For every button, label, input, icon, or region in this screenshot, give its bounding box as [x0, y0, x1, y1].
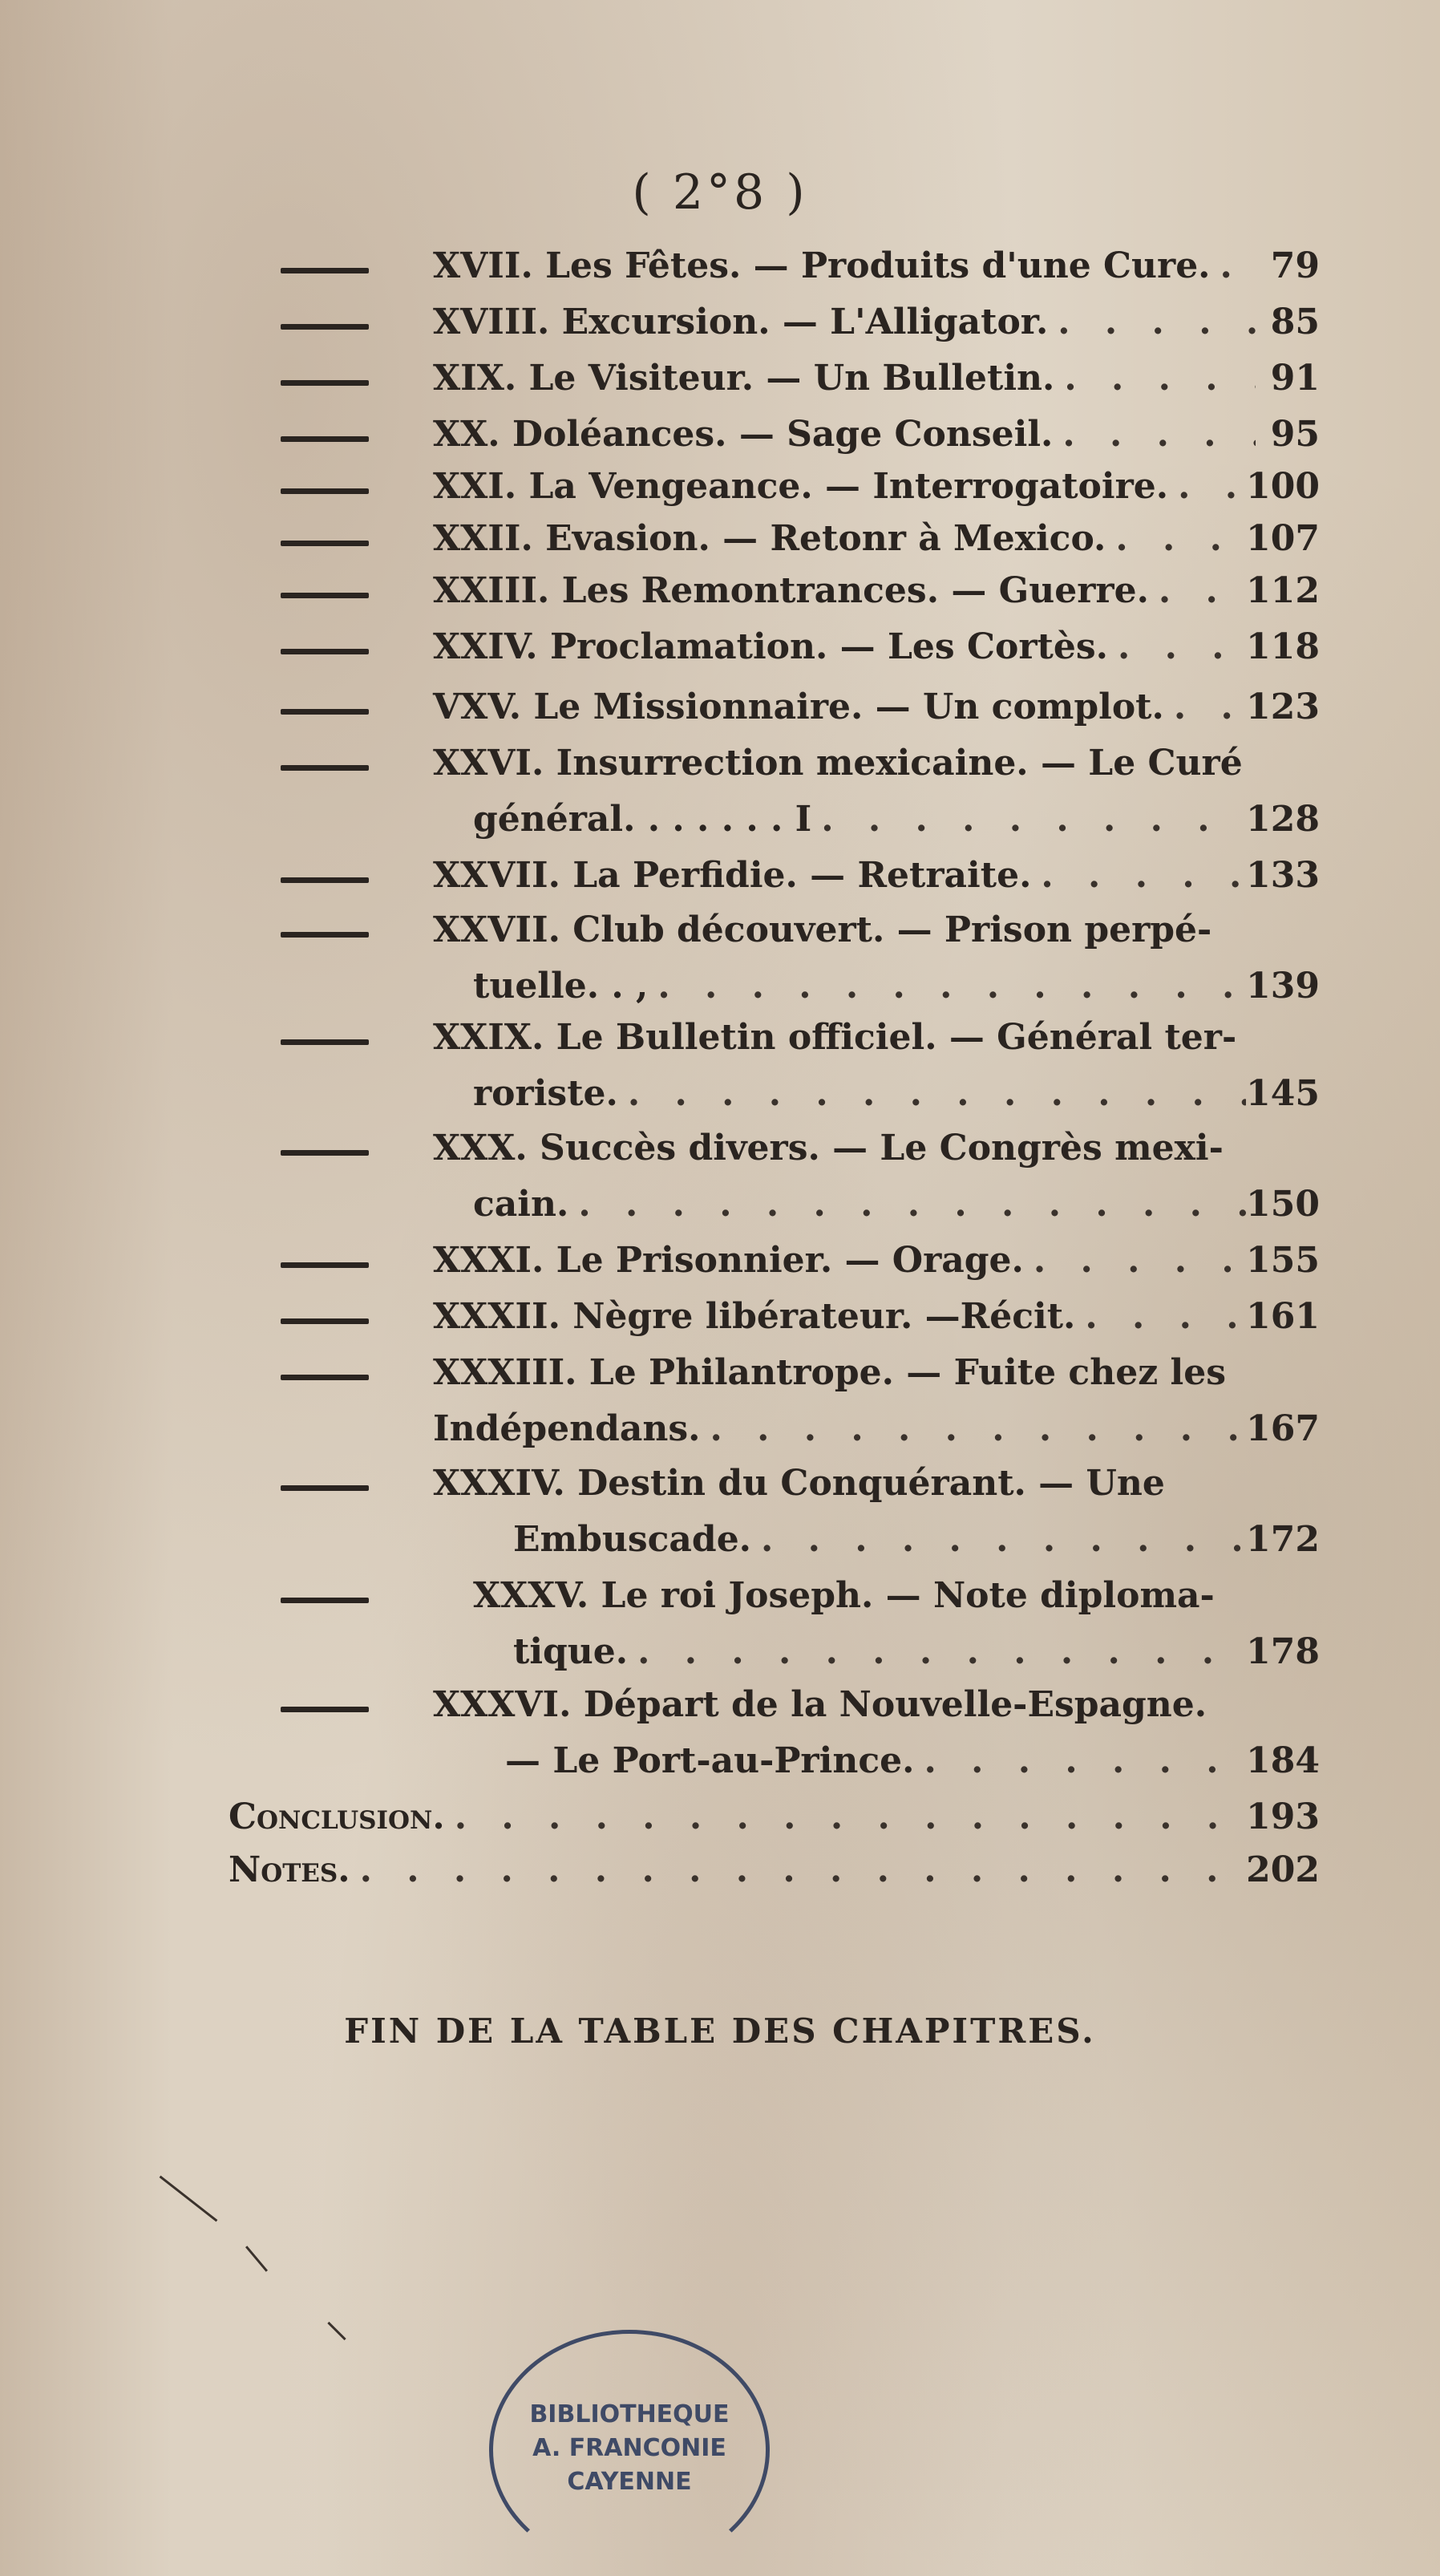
dot-leader	[568, 1179, 1246, 1230]
chapter-title: XXXIV. Destin du Conquérant. — Une	[433, 1463, 1165, 1504]
entry-dash	[281, 268, 369, 273]
toc-line	[433, 565, 1320, 617]
chapter-title-cont: cain.	[473, 1184, 569, 1225]
toc-line	[473, 1570, 1320, 1622]
toc-line	[433, 1012, 1320, 1063]
chapter-page: 79	[1270, 245, 1320, 286]
stamp-line-1: BIBLIOTHEQUE	[529, 2400, 730, 2428]
dot-leader	[1168, 461, 1246, 512]
chapter-page: 150	[1246, 1184, 1320, 1225]
dot-leader	[751, 1514, 1246, 1565]
chapter-title: XXII. Evasion. — Retonr à Mexico.	[433, 518, 1106, 559]
dot-leader	[1211, 241, 1256, 292]
library-stamp	[489, 2330, 770, 2570]
chapter-title-cont: général. . . . . . . I	[473, 799, 812, 840]
toc-line	[433, 1347, 1320, 1399]
chapter-title: XXIII. Les Remontrances. — Guerre.	[433, 570, 1149, 611]
dot-leader	[350, 1845, 1247, 1896]
dot-leader	[1108, 622, 1246, 673]
entry-dash	[281, 541, 369, 546]
toc-line	[433, 850, 1320, 901]
dot-leader	[1164, 682, 1246, 733]
page-number: ( 2°8 )	[632, 164, 808, 221]
toc-line-continuation	[473, 1179, 1320, 1230]
chapter-page: 100	[1246, 466, 1320, 507]
chapter-page: 128	[1246, 799, 1320, 840]
toc-line	[229, 1792, 1320, 1843]
entry-dash	[281, 1375, 369, 1380]
stamp-line-2: A. FRANCONIE	[532, 2434, 726, 2462]
toc-line	[433, 461, 1320, 512]
toc-line	[229, 1845, 1320, 1896]
chapter-title: XXXV. Le roi Joseph. — Note diploma-	[473, 1575, 1215, 1616]
entry-dash	[281, 380, 369, 386]
dot-leader	[700, 1403, 1246, 1455]
chapter-page: 95	[1270, 414, 1320, 455]
chapter-page: 118	[1246, 626, 1320, 667]
pencil-mark	[245, 2246, 268, 2272]
chapter-page: 123	[1246, 687, 1320, 727]
pencil-mark	[327, 2322, 346, 2340]
toc-line-continuation	[473, 794, 1320, 845]
entry-dash	[281, 649, 369, 654]
entry-dash	[281, 709, 369, 715]
chapter-title: XXXII. Nègre libérateur. —Récit.	[433, 1296, 1076, 1337]
entry-dash	[281, 1318, 369, 1324]
chapter-title: XXVI. Insurrection mexicaine. — Le Curé	[433, 743, 1243, 784]
dot-leader	[1024, 1235, 1246, 1286]
toc-line	[433, 513, 1320, 565]
closing-line: FIN DE LA TABLE DES CHAPITRES.	[344, 2011, 1096, 2051]
toc-line	[433, 1679, 1320, 1731]
stamp-line-3: CAYENNE	[567, 2468, 692, 2496]
dot-leader	[1031, 850, 1246, 901]
toc-line-continuation	[513, 1626, 1320, 1678]
chapter-title: XVIII. Excursion. — L'Alligator.	[433, 302, 1049, 342]
toc-line	[433, 353, 1320, 404]
entry-dash	[281, 1039, 369, 1045]
chapter-title: XXVII. Club découvert. — Prison perpé-	[433, 909, 1212, 950]
chapter-page: 85	[1270, 302, 1320, 342]
entry-dash	[281, 877, 369, 883]
toc-line	[433, 1235, 1320, 1286]
entry-dash	[281, 593, 369, 598]
entry-dash	[281, 932, 369, 938]
chapter-page: 145	[1246, 1073, 1320, 1114]
chapter-title-cont: tuelle. . ,	[473, 966, 649, 1007]
entry-dash	[281, 1707, 369, 1712]
toc-line	[433, 1291, 1320, 1343]
entry-dash	[281, 324, 369, 330]
dot-leader	[628, 1626, 1246, 1678]
toc-line	[433, 297, 1320, 348]
toc-line	[433, 1123, 1320, 1174]
conclusion-label: Conclusion.	[229, 1796, 445, 1837]
chapter-title: XXI. La Vengeance. — Interrogatoire.	[433, 466, 1169, 507]
chapter-title: XXVII. La Perfidie. — Retraite.	[433, 855, 1032, 896]
chapter-page: 167	[1246, 1408, 1320, 1449]
chapter-title: XXXVI. Départ de la Nouvelle-Espagne.	[433, 1684, 1207, 1725]
chapter-title: XXX. Succès divers. — Le Congrès mexi-	[433, 1128, 1224, 1169]
dot-leader	[1048, 297, 1256, 348]
dot-leader	[1149, 565, 1246, 617]
chapter-page: 155	[1246, 1240, 1320, 1281]
toc-line	[433, 241, 1320, 292]
dot-leader	[1075, 1291, 1246, 1343]
chapter-title: XXIX. Le Bulletin officiel. — Général ter-	[433, 1017, 1237, 1058]
chapter-title-cont: tique.	[513, 1631, 629, 1672]
chapter-title-cont: Embuscade.	[513, 1519, 751, 1560]
chapter-page: 178	[1246, 1631, 1320, 1672]
toc-line-continuation	[513, 1514, 1320, 1565]
dot-leader	[445, 1792, 1246, 1843]
notes-label: Notes.	[229, 1849, 350, 1890]
toc-line	[433, 738, 1320, 789]
dot-leader	[1106, 513, 1246, 565]
chapter-page: 172	[1246, 1519, 1320, 1560]
chapter-title: XVII. Les Fêtes. — Produits d'une Cure.	[433, 245, 1211, 286]
chapter-title-cont: Indépendans.	[433, 1408, 701, 1449]
entry-dash	[281, 436, 369, 442]
chapter-page: 112	[1246, 570, 1320, 611]
chapter-title: XIX. Le Visiteur. — Un Bulletin.	[433, 358, 1055, 399]
dot-leader	[1053, 409, 1256, 460]
toc-line	[433, 1458, 1320, 1509]
pencil-mark	[160, 2176, 218, 2222]
chapter-page: 139	[1246, 966, 1320, 1007]
chapter-title: XXXI. Le Prisonnier. — Orage.	[433, 1240, 1024, 1281]
toc-line-continuation	[433, 1403, 1320, 1455]
dot-leader	[618, 1068, 1246, 1120]
dot-leader	[914, 1736, 1246, 1787]
chapter-page: 161	[1246, 1296, 1320, 1337]
entry-dash	[281, 1262, 369, 1268]
chapter-title: XXIV. Proclamation. — Les Cortès.	[433, 626, 1108, 667]
toc-line	[433, 905, 1320, 956]
toc-line	[433, 622, 1320, 673]
entry-dash	[281, 765, 369, 771]
dot-leader	[811, 794, 1246, 845]
entry-dash	[281, 488, 369, 494]
chapter-page: 133	[1246, 855, 1320, 896]
toc-line	[433, 409, 1320, 460]
toc-line-continuation	[505, 1736, 1320, 1787]
toc-line-continuation	[473, 961, 1320, 1012]
entry-dash	[281, 1485, 369, 1491]
entry-dash	[281, 1150, 369, 1156]
notes-page: 202	[1246, 1849, 1320, 1890]
toc-line-continuation	[473, 1068, 1320, 1120]
chapter-page: 184	[1246, 1740, 1320, 1781]
chapter-page: 91	[1270, 358, 1320, 399]
dot-leader	[1054, 353, 1256, 404]
toc-line	[433, 682, 1320, 733]
chapter-title: VXV. Le Missionnaire. — Un complot.	[433, 687, 1164, 727]
entry-dash	[281, 1598, 369, 1603]
chapter-page: 107	[1246, 518, 1320, 559]
dot-leader	[648, 961, 1246, 1012]
conclusion-page: 193	[1246, 1796, 1320, 1837]
chapter-title-cont: roriste.	[473, 1073, 618, 1114]
chapter-title: XX. Doléances. — Sage Conseil.	[433, 414, 1054, 455]
chapter-title: XXXIII. Le Philantrope. — Fuite chez les	[433, 1352, 1226, 1393]
chapter-title-cont: — Le Port-au-Prince.	[505, 1740, 915, 1781]
